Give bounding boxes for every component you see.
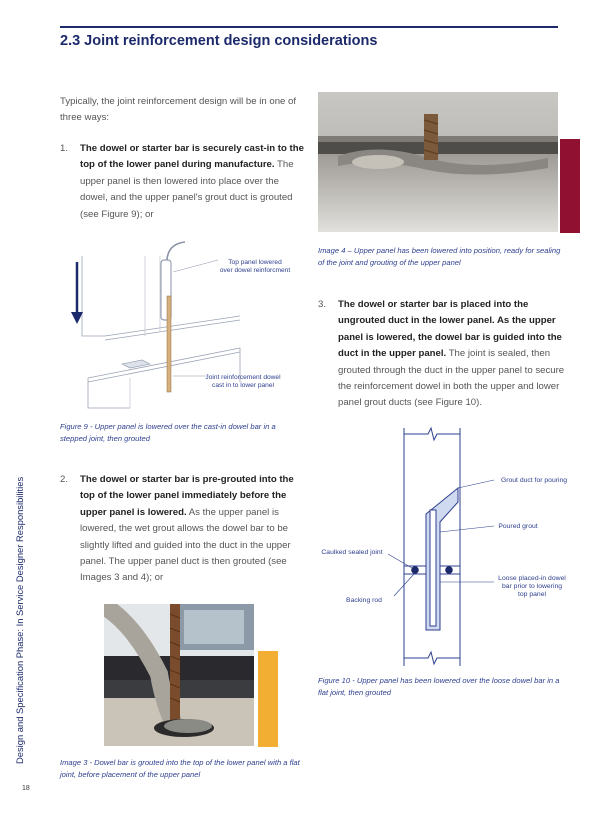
item-body: The upper panel is then lowered into place over the dowel, and the upper panel's grout duct is grouted (see Figure 9); or: [80, 159, 294, 220]
label-cast-in-dowel: Joint reinforcement dowel: [205, 374, 281, 381]
label-cast-in-dowel-2: cast in to lower panel: [212, 382, 274, 389]
item-text: [338, 297, 568, 412]
image-4-caption: Image 4 – Upper panel has been lowered into position, ready for sealing of the joint and grouting of the upper panel: [318, 246, 561, 267]
page-number: 18: [22, 785, 30, 792]
item-bold: The dowel or starter bar is placed into the ungrouted duct in the lower panel. As the upper panel is lowered, the dowel bar is guided into the duct in the upper panel.: [338, 299, 562, 360]
image-3-photo: [104, 604, 254, 746]
label-caulked-joint: Caulked sealed joint: [321, 549, 383, 556]
item-body: The joint is sealed, then grouted through the duct in the upper panel to secure the reinforcement dowel in both the upper and lower panel grout ducts (see Figure 10).: [338, 348, 565, 409]
accent-bar-red: [560, 139, 580, 233]
intro-paragraph: Typically, the joint reinforcement design will be in one of three ways:: [60, 96, 297, 124]
item-text: [80, 141, 308, 223]
image-4-photo: [318, 92, 558, 232]
label-loose-dowel-2: bar prior to lowering: [501, 583, 563, 590]
sidebar-vertical-text: Design and Specification Phase: In Service Designer Responsibilities: [14, 476, 25, 764]
label-top-panel-2: over dowel reinforcment: [219, 267, 291, 274]
label-backing-rod: Backing rod: [346, 597, 382, 604]
figure-9-diagram: [60, 236, 310, 416]
figure-10-caption: Figure 10 - Upper panel has been lowered over the loose dowel bar in a flat joint, then grouted: [318, 676, 560, 697]
item-number: 1.: [60, 143, 69, 154]
item-number: 3.: [318, 299, 327, 310]
item-bold: The dowel or starter bar is securely cast-in to the top of the lower panel during manufacture.: [80, 143, 304, 171]
label-loose-dowel: Loose placed-in dowel: [498, 575, 566, 582]
label-loose-dowel-3: top panel: [518, 591, 546, 598]
accent-bar-yellow: [258, 651, 278, 747]
section-title: 2.3 Joint reinforcement design considerations: [60, 33, 378, 49]
figure-9-svg: [60, 236, 310, 416]
down-arrow-icon: [71, 262, 83, 324]
label-grout-duct: Grout duct for pouring: [500, 477, 568, 484]
image-3-caption: Image 3 - Dowel bar is grouted into the top of the lower panel with a flat joint, before placement of the upper panel: [60, 758, 300, 779]
figure-10-diagram: [318, 422, 580, 672]
item-bold: The dowel or starter bar is pre-grouted into the top of the lower panel immediately before the upper panel is lowered.: [80, 474, 294, 518]
figure-10-svg: [318, 422, 580, 672]
label-top-panel: Top panel lowered: [228, 259, 282, 266]
figure-9-caption: Figure 9 - Upper panel is lowered over the cast-in dowel bar in a stepped joint, then grouted: [60, 422, 276, 443]
item-number: 2.: [60, 474, 69, 485]
header-rule: [60, 26, 558, 28]
label-poured-grout: Poured grout: [498, 523, 538, 530]
item-body: As the upper panel is lowered, the wet grout allows the dowel bar to be slightly lifted and guided into the duct in the upper panel. The upper panel duct is then grouted (see Images 3 and 4); or: [80, 506, 291, 584]
item-text: [80, 472, 308, 587]
